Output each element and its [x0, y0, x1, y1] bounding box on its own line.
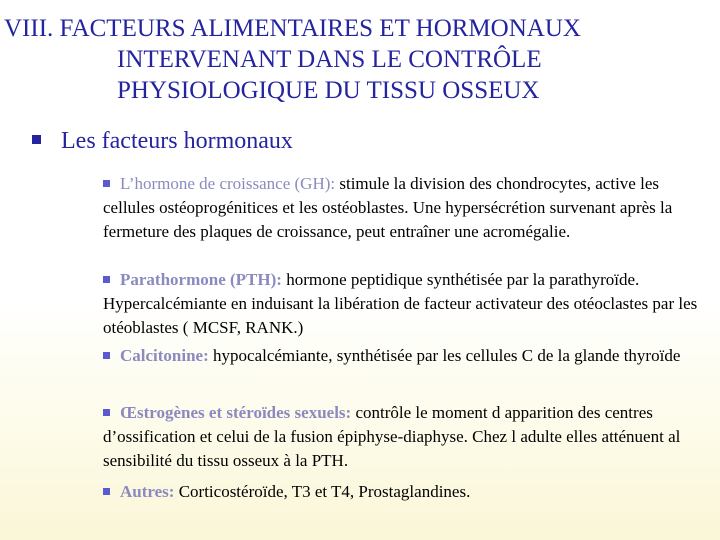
list-item-pth	[103, 268, 703, 340]
section-heading-text: Les facteurs hormonaux	[61, 128, 293, 154]
title-line-1: VIII. FACTEURS ALIMENTAIRES ET HORMONAUX	[4, 15, 581, 42]
list-item-oestrogenes	[103, 401, 703, 473]
list-item-gh	[103, 172, 703, 244]
square-bullet-icon	[103, 352, 110, 359]
square-bullet-icon	[103, 409, 110, 416]
item-text: hormone peptidique synthétisée par la parathyroïde. Hypercalcémiante en induisant la libération de facteur activateur des otéoclastes par les otéoblastes ( MCSF, RANK.)	[103, 270, 698, 337]
square-bullet-icon	[103, 276, 110, 283]
title-line-3: PHYSIOLOGIQUE DU TISSU OSSEUX	[117, 77, 540, 104]
square-bullet-icon	[103, 488, 110, 495]
item-text: stimule la division des chondrocytes, active les cellules ostéoprogénitices et les ostéoblastes. Une hypersécrétion survenant après la fermeture des plaques de croissance, peut entraîner une acromégalie.	[103, 174, 673, 241]
item-text: contrôle le moment d apparition des centres d’ossification et celui de la fusion épiphyse-diaphyse. Chez l adulte elles atténuent al sensibilité du tissu osseux à la PTH.	[103, 403, 681, 470]
item-term: Parathormone (PTH):	[120, 270, 282, 289]
section-heading	[32, 128, 293, 155]
square-bullet-icon	[32, 135, 41, 144]
item-term: L’hormone de croissance (GH):	[120, 174, 336, 193]
square-bullet-icon	[103, 180, 110, 187]
item-term: Calcitonine:	[120, 346, 209, 365]
item-term: Autres:	[120, 482, 175, 501]
item-text: hypocalcémiante, synthétisée par les cellules C de la glande thyroïde	[208, 346, 681, 365]
list-item-calcitonine	[103, 344, 703, 368]
list-item-autres	[103, 480, 703, 504]
item-term: Œstrogènes et stéroïdes sexuels:	[120, 403, 352, 422]
item-text: Corticostéroïde, T3 et T4, Prostaglandines.	[174, 482, 471, 501]
title-line-2: INTERVENANT DANS LE CONTRÔLE	[117, 46, 542, 73]
